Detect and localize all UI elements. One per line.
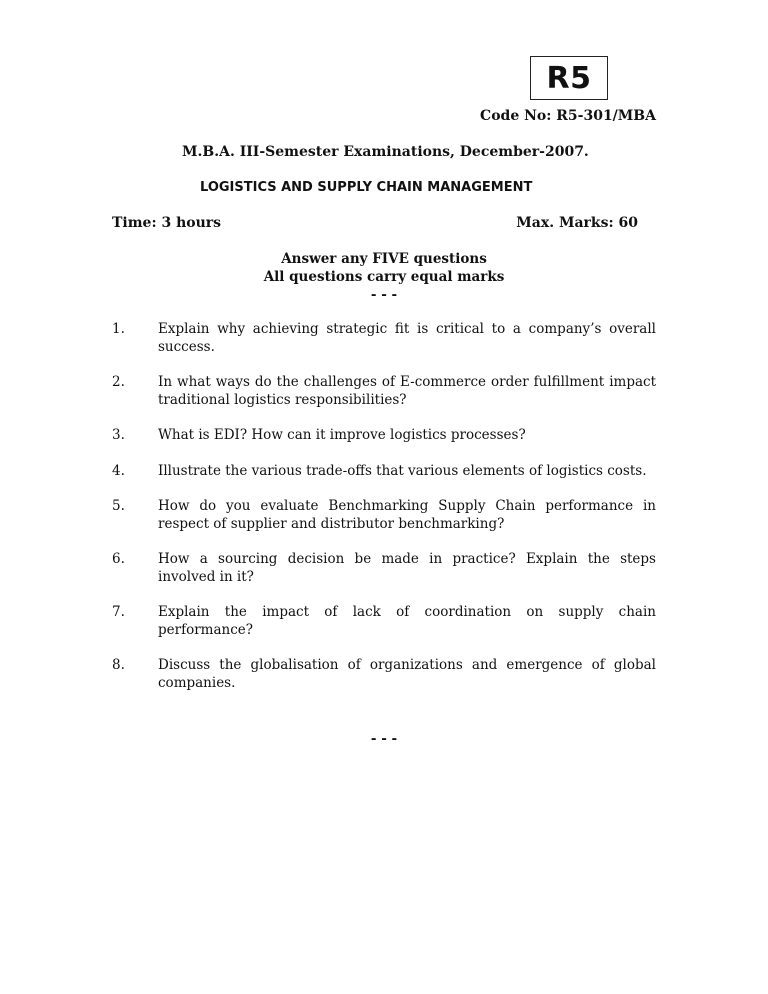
question-number: 8. bbox=[112, 657, 125, 673]
question-list bbox=[112, 321, 656, 710]
max-marks: Max. Marks: 60 bbox=[516, 215, 638, 231]
question-item bbox=[112, 657, 656, 692]
question-item bbox=[112, 551, 656, 586]
question-text: What is EDI? How can it improve logistics processes? bbox=[158, 427, 526, 443]
instruction-line: All questions carry equal marks bbox=[263, 269, 505, 285]
instruction-line: Answer any FIVE questions bbox=[281, 251, 487, 267]
question-number: 1. bbox=[112, 321, 125, 337]
question-text: Illustrate the various trade-offs that various elements of logistics costs. bbox=[158, 462, 647, 479]
exam-title: M.B.A. III-Semester Examinations, December-2007. bbox=[182, 144, 589, 160]
instruction-separator: - - - bbox=[370, 287, 398, 303]
question-number: 5. bbox=[112, 498, 125, 514]
question-item bbox=[112, 321, 656, 356]
question-item bbox=[112, 463, 656, 481]
footer-separator: - - - bbox=[370, 731, 398, 747]
question-item bbox=[112, 374, 656, 409]
question-item bbox=[112, 427, 656, 445]
question-number: 3. bbox=[112, 427, 125, 443]
regulation-badge: R5 bbox=[530, 56, 608, 100]
exam-time: Time: 3 hours bbox=[112, 215, 222, 231]
code-number: Code No: R5-301/MBA bbox=[480, 108, 656, 124]
subject-title: LOGISTICS AND SUPPLY CHAIN MANAGEMENT bbox=[200, 180, 533, 195]
question-text: Discuss the globalisation of organizations and emergence of global companies. bbox=[158, 657, 656, 691]
question-text: How a sourcing decision be made in practice? Explain the steps involved in it? bbox=[158, 551, 656, 585]
question-text: Explain why achieving strategic fit is critical to a company’s overall success. bbox=[158, 321, 656, 355]
question-text: In what ways do the challenges of E-commerce order fulfillment impact traditional logistics responsibilities? bbox=[158, 374, 656, 408]
question-item bbox=[112, 498, 656, 533]
question-item bbox=[112, 604, 656, 639]
question-number: 2. bbox=[112, 374, 125, 390]
question-number: 7. bbox=[112, 604, 125, 620]
question-text: Explain the impact of lack of coordination on supply chain performance? bbox=[158, 604, 656, 638]
question-number: 4. bbox=[112, 462, 125, 479]
question-number: 6. bbox=[112, 551, 125, 567]
instructions bbox=[112, 250, 656, 304]
question-text: How do you evaluate Benchmarking Supply Chain performance in respect of supplier and distributor benchmarking? bbox=[158, 498, 656, 532]
